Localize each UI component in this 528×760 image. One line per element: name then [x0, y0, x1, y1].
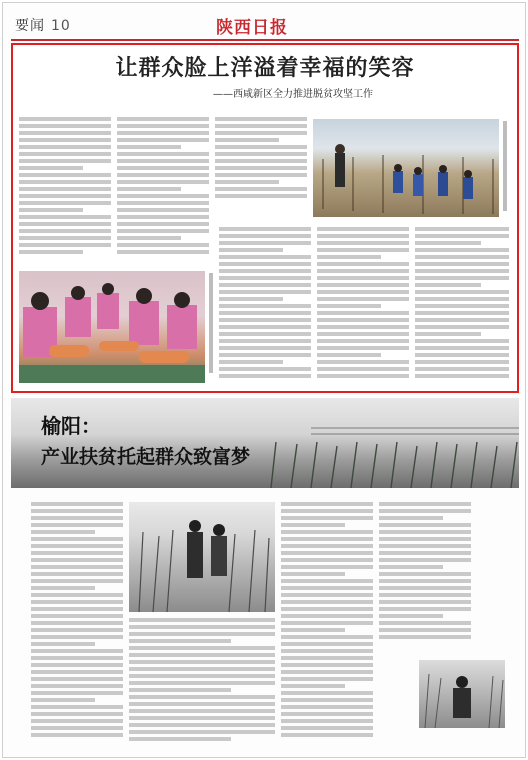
article2-headline-place: 榆阳：	[41, 414, 101, 438]
a2-text-column-4	[379, 502, 471, 652]
workers-photo	[19, 271, 205, 383]
text-column-6	[415, 227, 509, 387]
section-label	[15, 15, 71, 35]
page-number: 10	[51, 18, 71, 34]
text-column-3	[215, 117, 307, 217]
text-column-5	[317, 227, 409, 387]
greenhouse-field-photo	[11, 398, 519, 488]
article-title: 让群众脸上洋溢着幸福的笑容	[115, 56, 415, 81]
highlighted-article	[11, 43, 519, 393]
field-visit-photo	[129, 502, 275, 612]
farmer-photo	[419, 660, 505, 728]
page-header	[11, 13, 519, 41]
newspaper-logo: 陕西日报	[216, 18, 288, 38]
text-column-2	[117, 117, 209, 267]
vineyard-photo	[313, 119, 499, 217]
second-article	[11, 398, 519, 758]
article2-headline: 产业扶贫托起群众致富梦	[41, 446, 251, 468]
article-subtitle: ——西咸新区全力推进脱贫攻坚工作	[213, 89, 373, 100]
section-name: 要闻	[15, 18, 45, 34]
a2-text-column-2	[129, 618, 275, 752]
a2-text-column-3	[281, 502, 373, 752]
newspaper-page	[2, 2, 526, 758]
photo-caption-left	[209, 273, 213, 381]
photo-caption-right	[503, 121, 507, 215]
text-column-1	[19, 117, 111, 267]
text-column-4	[219, 227, 311, 387]
a2-text-column-1	[31, 502, 123, 752]
